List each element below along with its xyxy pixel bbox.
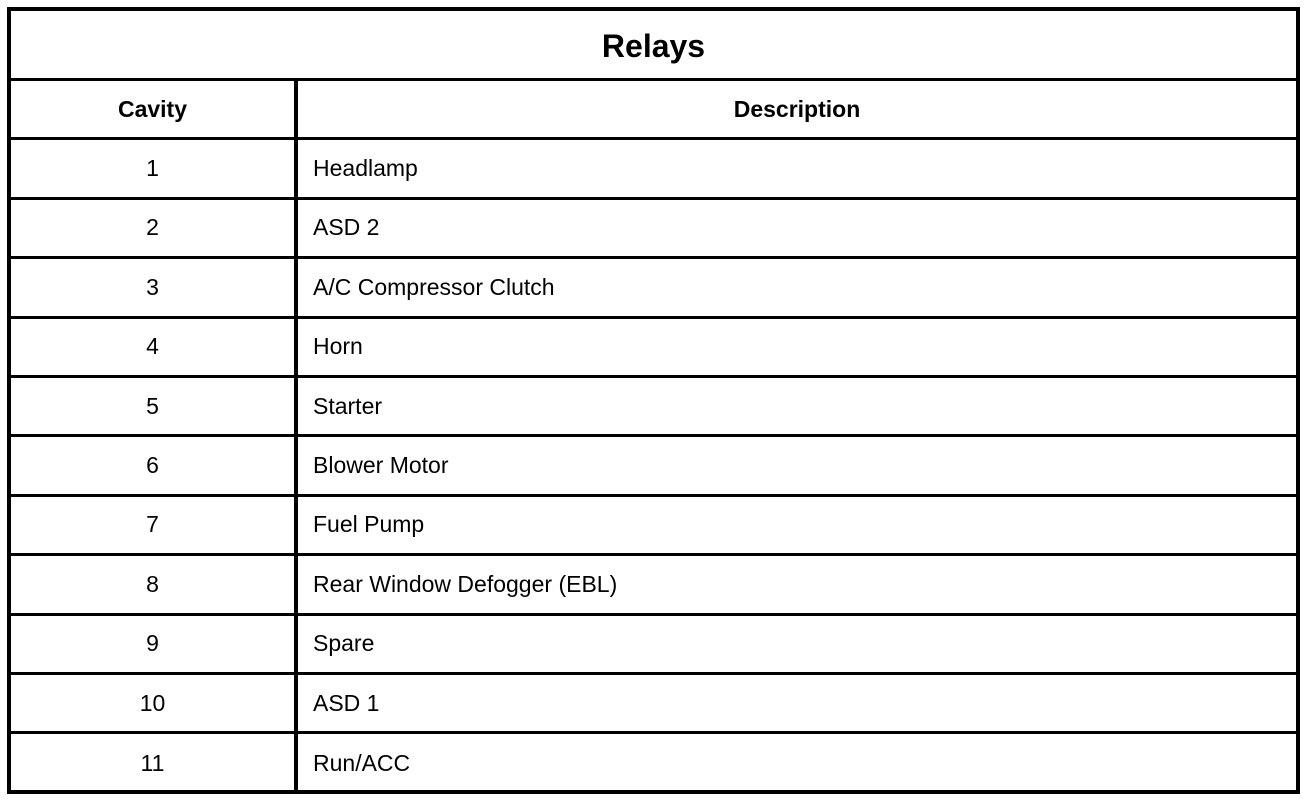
table-title: Relays (601, 27, 706, 64)
table-row (11, 497, 1296, 556)
table-header-row (11, 81, 1296, 140)
cavity-cell: 3 (11, 259, 298, 315)
table-row (11, 734, 1296, 793)
table-row (11, 140, 1296, 199)
description-cell: ASD 1 (313, 689, 380, 716)
table-row (11, 616, 1296, 675)
cavity-cell: 4 (11, 319, 298, 375)
table-row (11, 437, 1296, 496)
description-cell: Horn (313, 333, 363, 360)
cavity-cell: 11 (11, 734, 298, 793)
description-cell: Starter (313, 392, 383, 419)
table-row (11, 675, 1296, 734)
cavity-cell: 2 (11, 200, 298, 256)
header-description: Description (733, 95, 861, 122)
description-cell: Headlamp (313, 155, 418, 182)
table-row (11, 319, 1296, 378)
description-cell: Blower Motor (313, 452, 449, 479)
description-cell: Fuel Pump (313, 511, 425, 538)
cavity-cell: 10 (11, 675, 298, 731)
relays-table (7, 7, 1300, 794)
description-cell: Rear Window Defogger (EBL) (313, 570, 618, 597)
header-cavity: Cavity (11, 81, 298, 137)
table-row (11, 556, 1296, 615)
description-cell: Spare (313, 630, 375, 657)
table-grid (11, 81, 1296, 790)
table-row (11, 259, 1296, 318)
cavity-cell: 9 (11, 616, 298, 672)
cavity-cell: 6 (11, 437, 298, 493)
description-cell: A/C Compressor Clutch (313, 273, 555, 300)
description-cell: ASD 2 (313, 214, 380, 241)
table-row (11, 200, 1296, 259)
cavity-cell: 5 (11, 378, 298, 434)
cavity-cell: 1 (11, 140, 298, 196)
cavity-cell: 8 (11, 556, 298, 612)
table-row (11, 378, 1296, 437)
table-title-row (11, 11, 1296, 81)
cavity-cell: 7 (11, 497, 298, 553)
description-cell: Run/ACC (313, 750, 411, 777)
